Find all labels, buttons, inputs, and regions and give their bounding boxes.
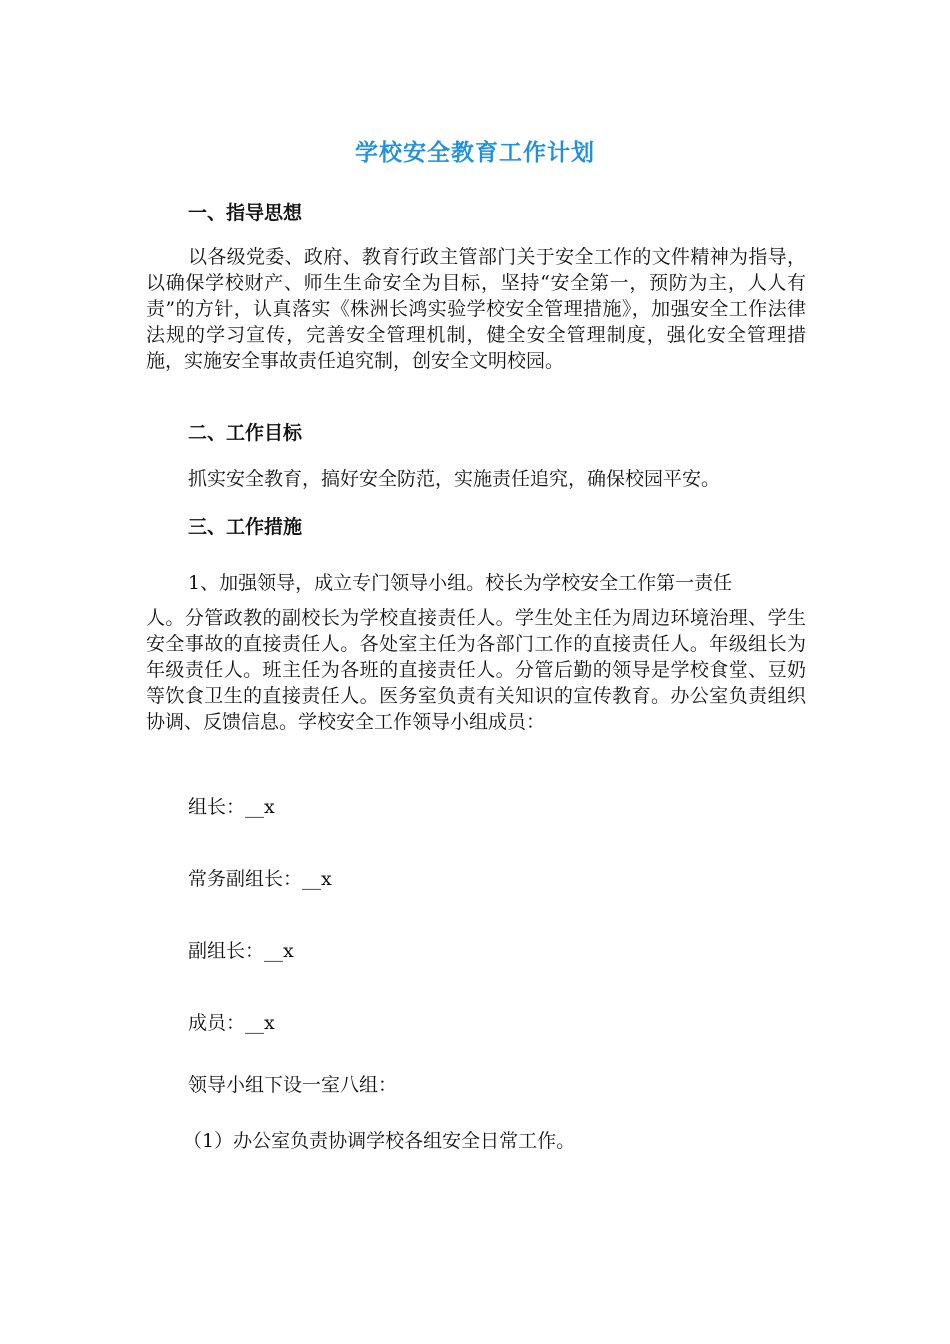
section-heading-work-goal: 二、工作目标 <box>188 422 303 444</box>
members-line: 成员：__x <box>188 1012 275 1034</box>
document-title: 学校安全教育工作计划 <box>355 139 595 166</box>
section-body-work-goal: 抓实安全教育，搞好安全防范，实施责任追究，确保校园平安。 <box>188 468 721 490</box>
measure-item-1-body: 人。分管政教的副校长为学校直接责任人。学生处主任为周边环境治理、学生安全事故的直接责任人。各处室主任为各部门工作的直接责任人。年级组长为年级责任人。班主任为各班的直接责任人。分管后勤的领导是学校食堂、豆奶等饮食卫生的直接责任人。医务室负责有关知识的宣传教育。办公室负责组织协调、反馈信息。学校安全工作领导小组成员： <box>146 607 806 733</box>
groups-intro-line: 领导小组下设一室八组： <box>188 1074 398 1096</box>
section-heading-work-measures: 三、工作措施 <box>188 516 303 538</box>
section-body-guiding-thought: 以各级党委、政府、教育行政主管部门关于安全工作的文件精神为指导，以确保学校财产、师生生命安全为目标，坚持“安全第一，预防为主，人人有责”的方针，认真落实《株洲长鸿实验学校安全管理措施》，加强安全工作法律法规的学习宣传，完善安全管理机制，健全安全管理制度，强化安全管理措施，实施安全事故责任追究制，创安全文明校园。 <box>146 246 806 372</box>
measure-item-1 <box>146 570 806 735</box>
group-1-line: （1）办公室负责协调学校各组安全日常工作。 <box>183 1130 576 1152</box>
leader-line: 组长：__x <box>188 796 275 818</box>
executive-deputy-leader-line: 常务副组长：__x <box>188 868 332 890</box>
deputy-leader-line: 副组长：__x <box>188 940 294 962</box>
section-heading-guiding-thought: 一、指导思想 <box>188 202 303 224</box>
measure-item-1-first-line: 1、加强领导，成立专门领导小组。校长为学校安全工作第一责任 <box>188 572 733 594</box>
